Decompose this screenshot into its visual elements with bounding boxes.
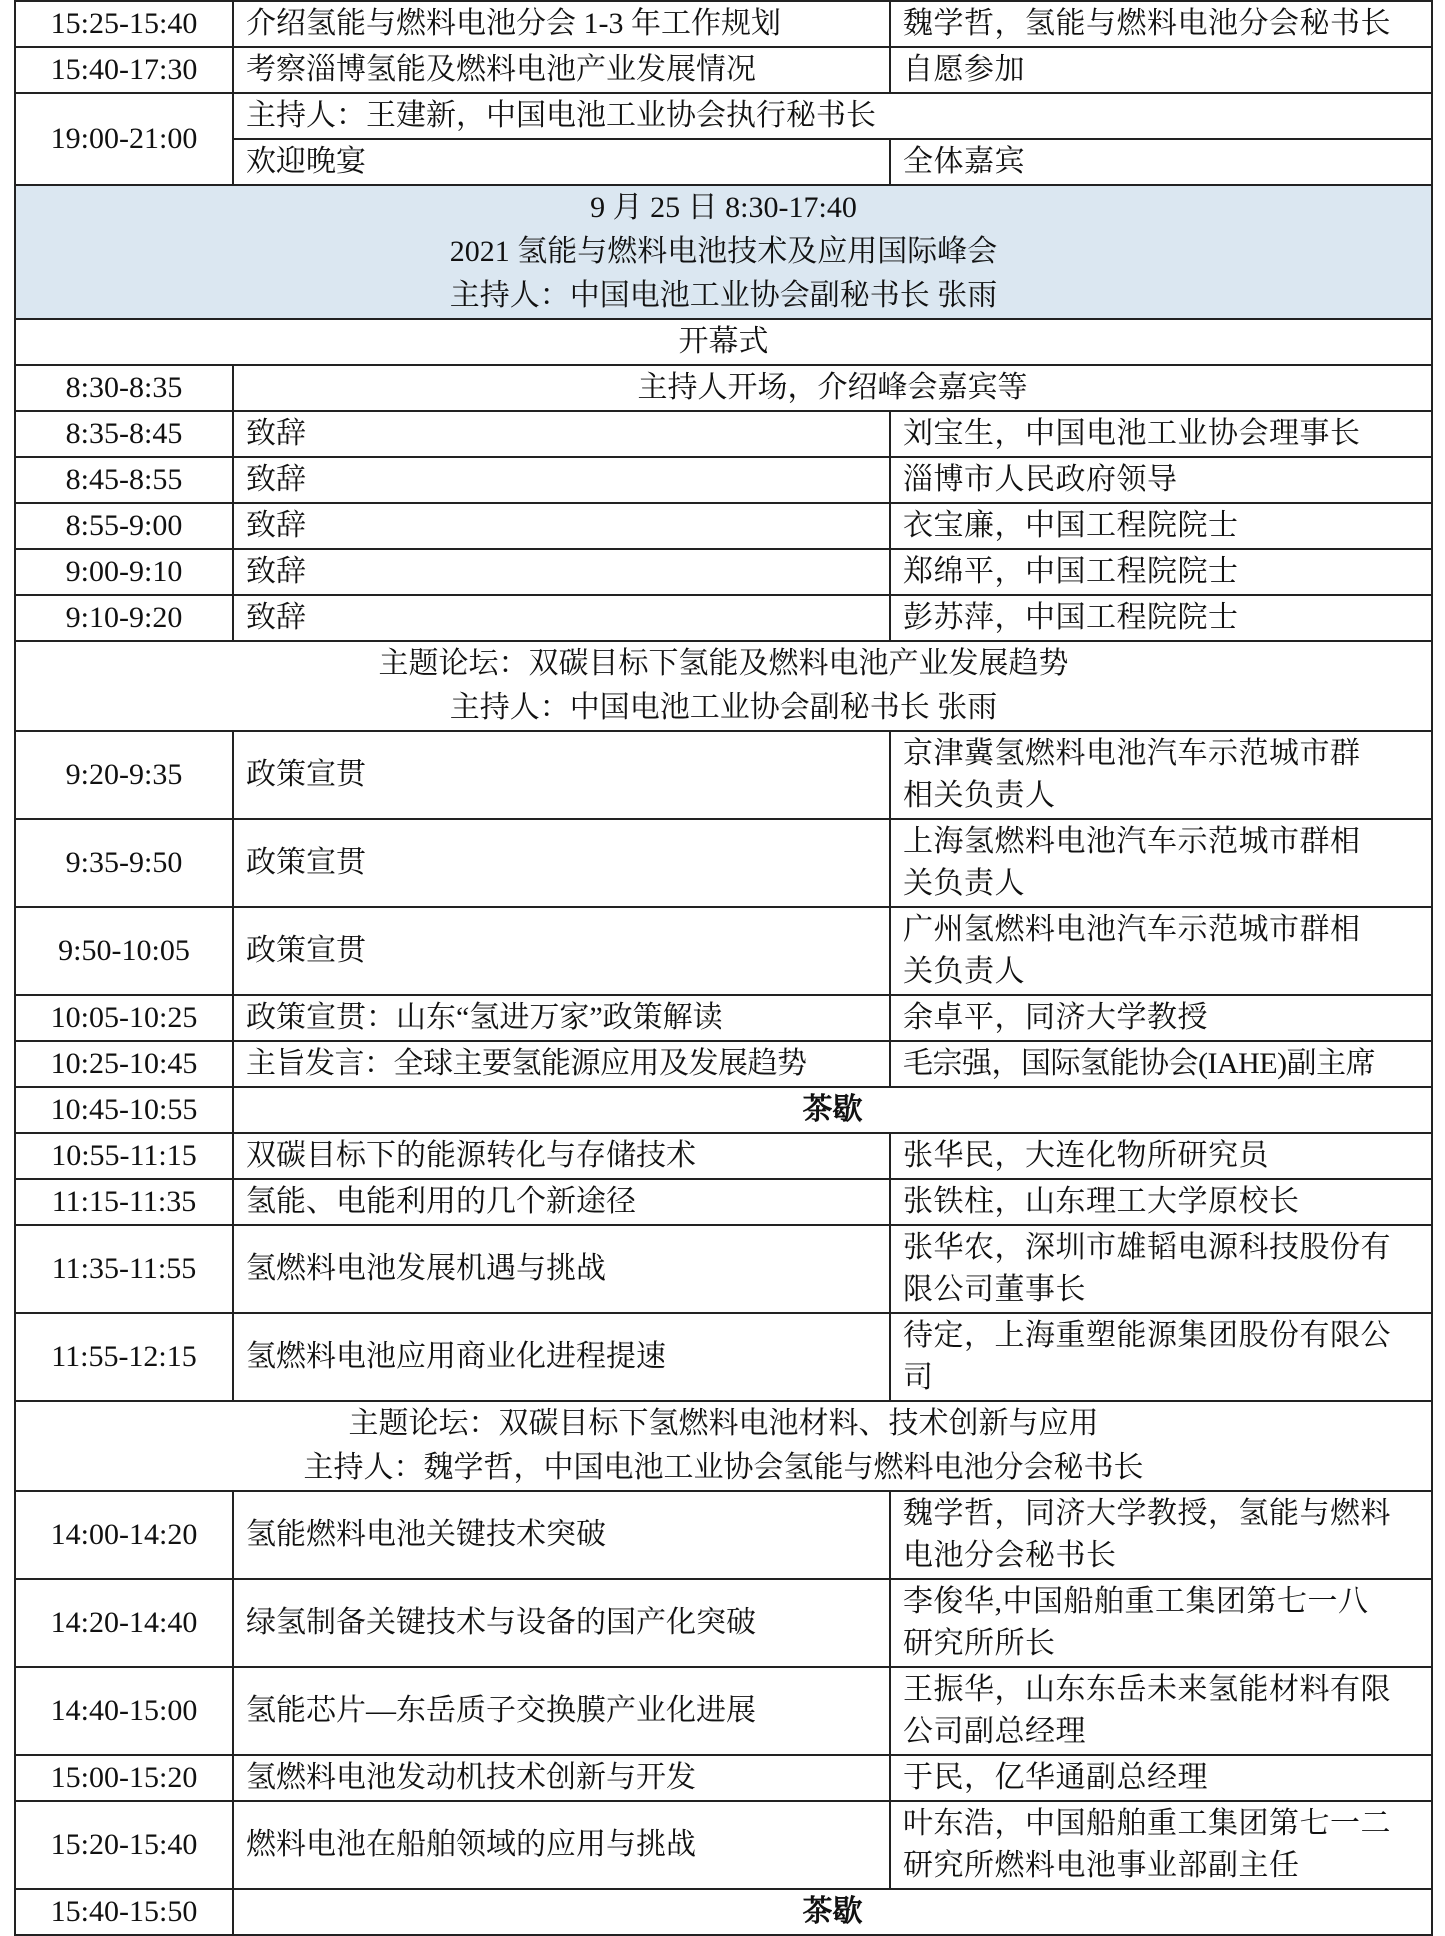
table-row xyxy=(15,549,1432,595)
speaker-line: 研究所燃料电池事业部副主任 xyxy=(903,1849,1300,1882)
table-row xyxy=(15,907,1432,995)
topic-cell: 致辞 xyxy=(233,503,890,549)
banner-host: 主持人：中国电池工业协会副秘书长 张雨 xyxy=(449,279,998,312)
table-row xyxy=(15,93,1432,139)
topic-cell: 绿氢制备关键技术与设备的国产化突破 xyxy=(233,1579,890,1667)
speaker-cell: 毛宗强，国际氢能协会(IAHE)副主席 xyxy=(890,1041,1432,1087)
table-row xyxy=(15,457,1432,503)
time-cell: 15:20-15:40 xyxy=(15,1801,233,1889)
table-row xyxy=(15,731,1432,819)
speaker-line: 张华农，深圳市雄韬电源科技股份有 xyxy=(903,1231,1391,1264)
agenda-sheet xyxy=(14,0,1431,1936)
table-row xyxy=(15,1179,1432,1225)
speaker-cell xyxy=(890,1225,1432,1313)
speaker-cell: 全体嘉宾 xyxy=(890,139,1432,185)
topic-cell: 介绍氢能与燃料电池分会 1-3 年工作规划 xyxy=(233,1,890,47)
speaker-cell xyxy=(890,907,1432,995)
topic-cell: 主持人开场，介绍峰会嘉宾等 xyxy=(233,365,1432,411)
speaker-cell: 自愿参加 xyxy=(890,47,1432,93)
speaker-line: 公司副总经理 xyxy=(903,1715,1086,1748)
speaker-cell xyxy=(890,1579,1432,1667)
time-cell: 14:20-14:40 xyxy=(15,1579,233,1667)
time-cell: 10:25-10:45 xyxy=(15,1041,233,1087)
time-cell: 14:40-15:00 xyxy=(15,1667,233,1755)
topic-cell: 氢能芯片—东岳质子交换膜产业化进展 xyxy=(233,1667,890,1755)
topic-cell: 政策宣贯 xyxy=(233,907,890,995)
time-cell: 11:15-11:35 xyxy=(15,1179,233,1225)
table-row xyxy=(15,365,1432,411)
speaker-cell: 彭苏萍，中国工程院院士 xyxy=(890,595,1432,641)
speaker-cell xyxy=(890,1667,1432,1755)
banner-date: 9 月 25 日 8:30-17:40 xyxy=(590,191,857,224)
speaker-cell: 郑绵平，中国工程院院士 xyxy=(890,549,1432,595)
time-cell: 15:40-15:50 xyxy=(15,1889,233,1935)
topic-cell: 氢燃料电池发展机遇与挑战 xyxy=(233,1225,890,1313)
topic-cell: 政策宣贯 xyxy=(233,731,890,819)
speaker-line: 限公司董事长 xyxy=(903,1273,1086,1306)
forum-host: 主持人：中国电池工业协会副秘书长 张雨 xyxy=(449,691,998,724)
speaker-cell xyxy=(890,1801,1432,1889)
day-banner xyxy=(15,185,1432,319)
topic-cell: 政策宣贯 xyxy=(233,819,890,907)
topic-cell: 主旨发言：全球主要氢能源应用及发展趋势 xyxy=(233,1041,890,1087)
speaker-line: 司 xyxy=(903,1361,934,1394)
section-row xyxy=(15,641,1432,731)
time-cell: 10:55-11:15 xyxy=(15,1133,233,1179)
speaker-cell xyxy=(890,731,1432,819)
table-row xyxy=(15,411,1432,457)
section-row xyxy=(15,1401,1432,1491)
speaker-cell: 于民，亿华通副总经理 xyxy=(890,1755,1432,1801)
topic-cell: 致辞 xyxy=(233,411,890,457)
topic-cell: 燃料电池在船舶领域的应用与挑战 xyxy=(233,1801,890,1889)
time-cell: 15:25-15:40 xyxy=(15,1,233,47)
time-cell: 10:45-10:55 xyxy=(15,1087,233,1133)
forum-host: 主持人：魏学哲，中国电池工业协会氢能与燃料电池分会秘书长 xyxy=(303,1451,1144,1484)
speaker-line: 相关负责人 xyxy=(903,779,1056,812)
table-row xyxy=(15,1133,1432,1179)
time-cell: 19:00-21:00 xyxy=(15,93,233,185)
forum-title: 主题论坛：双碳目标下氢燃料电池材料、技术创新与应用 xyxy=(348,1407,1099,1440)
table-row xyxy=(15,47,1432,93)
time-cell: 11:55-12:15 xyxy=(15,1313,233,1401)
break-label: 茶歇 xyxy=(233,1889,1432,1935)
speaker-cell xyxy=(890,819,1432,907)
time-cell: 11:35-11:55 xyxy=(15,1225,233,1313)
speaker-line: 李俊华,中国船舶重工集团第七一八 xyxy=(903,1585,1369,1618)
speaker-line: 广州氢燃料电池汽车示范城市群相 xyxy=(903,913,1361,946)
speaker-cell: 淄博市人民政府领导 xyxy=(890,457,1432,503)
time-cell: 9:00-9:10 xyxy=(15,549,233,595)
table-row xyxy=(15,1225,1432,1313)
speaker-line: 京津冀氢燃料电池汽车示范城市群 xyxy=(903,737,1361,770)
host-cell: 主持人：王建新，中国电池工业协会执行秘书长 xyxy=(233,93,1432,139)
speaker-line: 关负责人 xyxy=(903,955,1025,988)
banner-title: 2021 氢能与燃料电池技术及应用国际峰会 xyxy=(449,235,998,268)
time-cell: 8:45-8:55 xyxy=(15,457,233,503)
speaker-line: 王振华，山东东岳未来氢能材料有限 xyxy=(903,1673,1391,1706)
topic-cell: 致辞 xyxy=(233,457,890,503)
speaker-cell: 张华民，大连化物所研究员 xyxy=(890,1133,1432,1179)
time-cell: 8:35-8:45 xyxy=(15,411,233,457)
speaker-cell xyxy=(890,1313,1432,1401)
speaker-line: 魏学哲，同济大学教授，氢能与燃料 xyxy=(903,1497,1391,1530)
table-row xyxy=(15,1801,1432,1889)
table-row xyxy=(15,819,1432,907)
table-row xyxy=(15,1667,1432,1755)
table-row xyxy=(15,1579,1432,1667)
time-cell: 15:40-17:30 xyxy=(15,47,233,93)
break-label: 茶歇 xyxy=(233,1087,1432,1133)
time-cell: 8:30-8:35 xyxy=(15,365,233,411)
topic-cell: 氢能、电能利用的几个新途径 xyxy=(233,1179,890,1225)
topic-cell: 氢燃料电池应用商业化进程提速 xyxy=(233,1313,890,1401)
time-cell: 8:55-9:00 xyxy=(15,503,233,549)
table-row xyxy=(15,1491,1432,1579)
speaker-line: 待定，上海重塑能源集团股份有限公 xyxy=(903,1319,1391,1352)
day-banner-cell xyxy=(15,185,1432,319)
section-row xyxy=(15,319,1432,365)
table-row xyxy=(15,595,1432,641)
agenda-table xyxy=(14,0,1433,1936)
opening-title: 开幕式 xyxy=(15,319,1432,365)
topic-cell: 氢燃料电池发动机技术创新与开发 xyxy=(233,1755,890,1801)
speaker-cell: 张铁柱，山东理工大学原校长 xyxy=(890,1179,1432,1225)
break-row xyxy=(15,1087,1432,1133)
time-cell: 14:00-14:20 xyxy=(15,1491,233,1579)
forum-header xyxy=(15,1401,1432,1491)
speaker-cell: 刘宝生，中国电池工业协会理事长 xyxy=(890,411,1432,457)
speaker-line: 关负责人 xyxy=(903,867,1025,900)
topic-cell: 欢迎晚宴 xyxy=(233,139,890,185)
table-row xyxy=(15,995,1432,1041)
table-row xyxy=(15,1313,1432,1401)
table-row xyxy=(15,503,1432,549)
topic-cell: 致辞 xyxy=(233,549,890,595)
topic-cell: 考察淄博氢能及燃料电池产业发展情况 xyxy=(233,47,890,93)
topic-cell: 政策宣贯：山东“氢进万家”政策解读 xyxy=(233,995,890,1041)
topic-cell: 致辞 xyxy=(233,595,890,641)
time-cell: 10:05-10:25 xyxy=(15,995,233,1041)
forum-title: 主题论坛：双碳目标下氢能及燃料电池产业发展趋势 xyxy=(378,647,1069,680)
forum-header xyxy=(15,641,1432,731)
speaker-line: 研究所所长 xyxy=(903,1627,1056,1660)
time-cell: 9:20-9:35 xyxy=(15,731,233,819)
table-row xyxy=(15,1,1432,47)
speaker-line: 电池分会秘书长 xyxy=(903,1539,1117,1572)
speaker-cell: 余卓平，同济大学教授 xyxy=(890,995,1432,1041)
speaker-cell: 魏学哲，氢能与燃料电池分会秘书长 xyxy=(890,1,1432,47)
time-cell: 9:35-9:50 xyxy=(15,819,233,907)
speaker-cell xyxy=(890,1491,1432,1579)
time-cell: 9:50-10:05 xyxy=(15,907,233,995)
speaker-line: 叶东浩，中国船舶重工集团第七一二 xyxy=(903,1807,1391,1840)
break-row xyxy=(15,1889,1432,1935)
speaker-line: 上海氢燃料电池汽车示范城市群相 xyxy=(903,825,1361,858)
time-cell: 9:10-9:20 xyxy=(15,595,233,641)
time-cell: 15:00-15:20 xyxy=(15,1755,233,1801)
table-row xyxy=(15,1755,1432,1801)
topic-cell: 双碳目标下的能源转化与存储技术 xyxy=(233,1133,890,1179)
table-row xyxy=(15,1041,1432,1087)
topic-cell: 氢能燃料电池关键技术突破 xyxy=(233,1491,890,1579)
speaker-cell: 衣宝廉，中国工程院院士 xyxy=(890,503,1432,549)
